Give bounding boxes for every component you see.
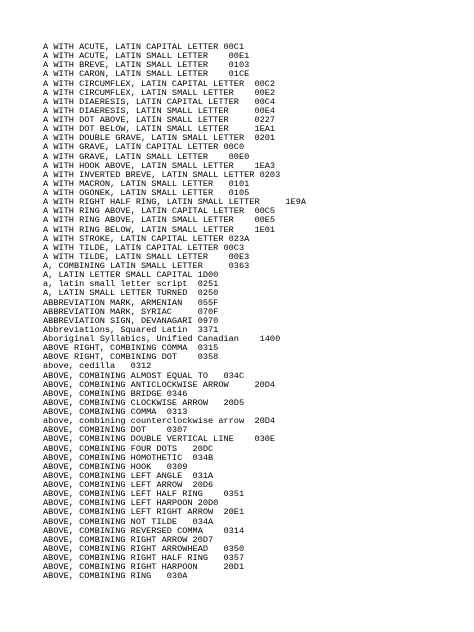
index-entry: Aboriginal Syllabics, Unified Canadian 1400	[43, 334, 281, 344]
index-entry: A WITH ACUTE, LATIN SMALL LETTER 00E1	[43, 51, 250, 62]
index-entry: ABOVE, COMBINING LEFT ANGLE 031A	[43, 470, 214, 481]
index-entry: A WITH DIAERESIS, LATIN CAPITAL LETTER 00C4	[43, 96, 276, 107]
index-entry: ABOVE, COMBINING HOOK 0309	[43, 461, 188, 472]
index-entry: ABOVE, COMBINING LEFT ARROW 20D6	[43, 480, 214, 490]
index-entry: A WITH DIAERESIS, LATIN SMALL LETTER 00E4	[43, 105, 276, 116]
index-entry: ABOVE, COMBINING RIGHT HARPOON 20D1	[43, 562, 245, 573]
index-entry: ABOVE RIGHT, COMBINING DOT 0358	[43, 352, 219, 363]
index-entry: ABOVE, COMBINING COMMA 0313	[43, 407, 188, 417]
index-entry: ABOVE, COMBINING DOUBLE VERTICAL LINE 030E	[43, 434, 276, 445]
index-entry: a, latin small letter script 0251	[43, 279, 219, 290]
index-entry: above, combining counterclockwise arrow 20D4	[43, 416, 276, 427]
index-entry: ABOVE, COMBINING CLOCKWISE ARROW 20D5	[43, 397, 245, 408]
index-entry: ABOVE, COMBINING DOT 0307	[43, 425, 188, 436]
index-entry: A WITH HOOK ABOVE, LATIN SMALL LETTER 1EA3	[43, 160, 276, 171]
index-entry: A WITH OGONEK, LATIN SMALL LETTER 0105	[43, 188, 250, 198]
index-entry: A WITH RING ABOVE, LATIN SMALL LETTER 00E5	[43, 215, 276, 226]
index-entry: ABOVE, COMBINING LEFT HALF RING 0351	[43, 489, 245, 500]
index-entry: A WITH TILDE, LATIN CAPITAL LETTER 00C3	[43, 242, 245, 253]
index-entry: ABOVE, COMBINING ANTICLOCKWISE ARROW 20D4	[43, 379, 276, 390]
index-entry: ABOVE, COMBINING LEFT RIGHT ARROW 20E1	[43, 507, 245, 518]
index-entry: ABOVE, COMBINING FOUR DOTS 20DC	[43, 443, 214, 454]
index-entry: A WITH DOT ABOVE, LATIN SMALL LETTER 0227	[43, 115, 276, 125]
index-entry: A WITH RING BELOW, LATIN SMALL LETTER 1E01	[43, 224, 276, 235]
index-entry: ABOVE, COMBINING RIGHT ARROWHEAD 0350	[43, 543, 245, 554]
index-entry: A, LATIN LETTER SMALL CAPITAL 1D00	[43, 270, 219, 281]
index-entry: ABOVE, COMBINING BRIDGE 0346	[43, 388, 188, 399]
index-entry: A WITH CIRCUMFLEX, LATIN CAPITAL LETTER 00C2	[43, 78, 276, 89]
index-entry: A, COMBINING LATIN SMALL LETTER 0363	[43, 261, 250, 271]
index-entry: above, cedilla 0312	[43, 361, 152, 372]
index-entry: A WITH BREVE, LATIN SMALL LETTER 0103	[43, 60, 250, 71]
index-entry: ABBREVIATION MARK, ARMENIAN 055F	[43, 297, 219, 308]
index-entry: ABOVE, COMBINING NOT TILDE 034A	[43, 516, 214, 527]
index-entry: A WITH CIRCUMFLEX, LATIN SMALL LETTER 00E2	[43, 87, 276, 98]
index-entry: ABOVE, COMBINING RING 030A	[43, 571, 188, 582]
index-entry: ABOVE, COMBINING LEFT HARPOON 20D0	[43, 498, 219, 509]
index-entry: Abbreviations, Squared Latin 3371	[43, 324, 219, 335]
index-entry: A WITH STROKE, LATIN CAPITAL LETTER 023A	[43, 233, 250, 244]
index-entry: ABBREVIATION SIGN, DEVANAGARI 0970	[43, 315, 219, 326]
index-entry: A WITH GRAVE, LATIN CAPITAL LETTER 00C0	[43, 142, 245, 153]
index-entry: A WITH INVERTED BREVE, LATIN SMALL LETTER 0203	[43, 169, 281, 180]
unicode-name-index-list	[43, 43, 306, 581]
index-entry: A WITH MACRON, LATIN SMALL LETTER 0101	[43, 178, 250, 189]
index-entry: A WITH TILDE, LATIN SMALL LETTER 00E3	[43, 251, 250, 262]
index-entry: A WITH DOUBLE GRAVE, LATIN SMALL LETTER 0201	[43, 133, 276, 144]
index-entry: ABOVE, COMBINING ALMOST EQUAL TO 034C	[43, 370, 245, 381]
index-entry: A, LATIN SMALL LETTER TURNED 0250	[43, 288, 219, 299]
index-entry: A WITH ACUTE, LATIN CAPITAL LETTER 00C1	[43, 42, 245, 52]
index-entry: A WITH DOT BELOW, LATIN SMALL LETTER 1EA1	[43, 124, 276, 135]
index-entry: A WITH RIGHT HALF RING, LATIN SMALL LETTER 1E9A	[43, 197, 307, 208]
index-entry: A WITH GRAVE, LATIN SMALL LETTER 00E0	[43, 151, 250, 162]
index-entry: ABOVE, COMBINING HOMOTHETIC 034B	[43, 452, 214, 463]
index-entry: ABOVE, COMBINING RIGHT ARROW 20D7	[43, 534, 214, 545]
index-entry: ABBREVIATION MARK, SYRIAC 070F	[43, 306, 219, 317]
index-entry: A WITH CARON, LATIN SMALL LETTER 01CE	[43, 69, 250, 80]
index-entry: A WITH RING ABOVE, LATIN CAPITAL LETTER 00C5	[43, 206, 276, 217]
index-entry: ABOVE RIGHT, COMBINING COMMA 0315	[43, 343, 219, 354]
index-entry: ABOVE, COMBINING REVERSED COMMA 0314	[43, 525, 245, 536]
index-entry: ABOVE, COMBINING RIGHT HALF RING 0357	[43, 553, 245, 563]
